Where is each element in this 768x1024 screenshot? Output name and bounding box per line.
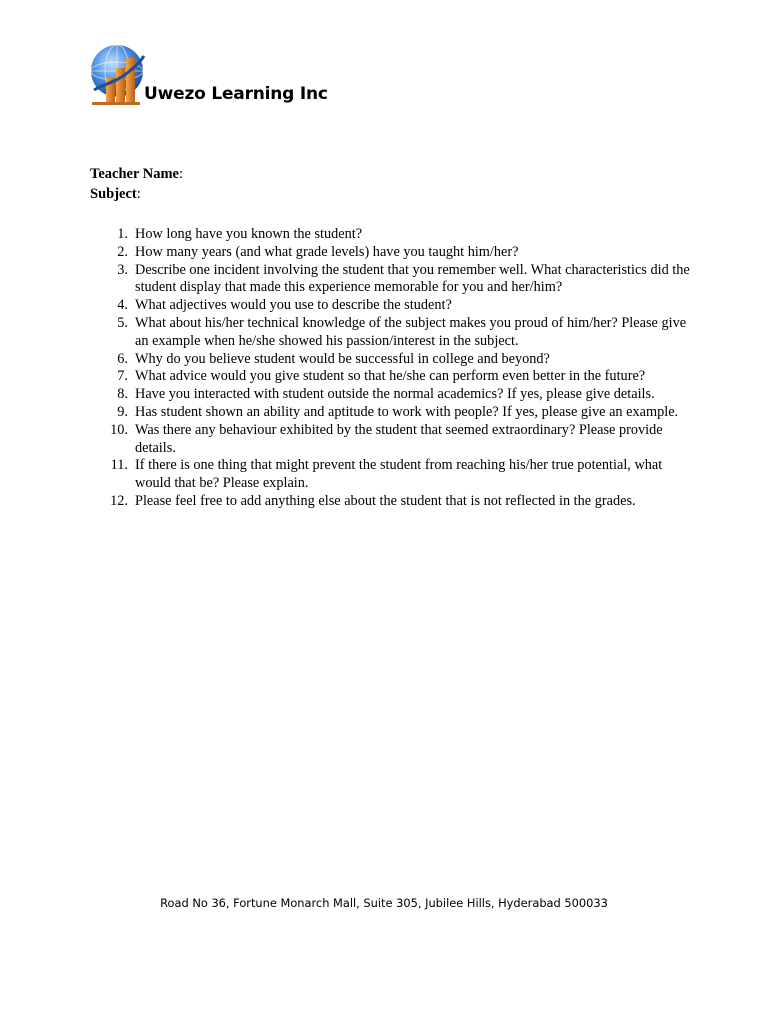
question-number: 8. (117, 386, 128, 403)
teacher-name-label: Teacher Name (90, 166, 179, 182)
question-number: 1. (117, 226, 128, 242)
question-text: Why do you believe student would be successful in college and beyond? (135, 350, 550, 367)
question-text: What adjectives would you use to describe the student? (135, 297, 452, 314)
question-number: 6. (117, 350, 128, 367)
question-item (90, 422, 690, 458)
question-text: Describe one incident involving the student that you remember well. What characteristics did the student display that made this experience memorable for you and her/him? (135, 261, 690, 296)
question-number: 5. (117, 314, 128, 331)
question-number: 2. (117, 243, 128, 260)
question-item (90, 226, 690, 244)
subject-label: Subject (90, 186, 137, 202)
globe-bar-chart-logo-icon (90, 44, 148, 106)
question-text: Has student shown an ability and aptitude to work with people? If yes, please give an example. (135, 403, 679, 420)
question-item (90, 404, 690, 422)
teacher-name-separator: : (179, 166, 184, 182)
company-name: Uwezo Learning Inc (144, 84, 328, 104)
letterhead (90, 44, 490, 110)
footer-address: Road No 36, Fortune Monarch Mall, Suite 305, Jubilee Hills, Hyderabad 500033 (160, 896, 608, 910)
question-number: 10. (110, 421, 128, 438)
question-text: What advice would you give student so that he/she can perform even better in the future? (135, 368, 646, 385)
question-item (90, 386, 690, 404)
question-item (90, 315, 690, 351)
subject-field (90, 184, 183, 204)
question-item (90, 262, 690, 298)
question-text: If there is one thing that might prevent the student from reaching his/her true potential, what would that be? Please explain. (135, 457, 663, 492)
question-number: 9. (117, 403, 128, 420)
question-item (90, 351, 690, 369)
question-list (90, 226, 690, 511)
question-item (90, 244, 690, 262)
teacher-name-field (90, 164, 183, 184)
question-item (90, 457, 690, 493)
question-text: Please feel free to add anything else about the student that is not reflected in the grades. (135, 492, 636, 509)
question-number: 4. (117, 297, 128, 314)
question-number: 12. (110, 492, 128, 509)
question-text: Was there any behaviour exhibited by the student that seemed extraordinary? Please provide details. (135, 421, 663, 456)
question-text: How long have you known the student? (135, 226, 363, 242)
question-item (90, 297, 690, 315)
question-text: How many years (and what grade levels) have you taught him/her? (135, 243, 519, 260)
question-item (90, 493, 690, 511)
form-fields (90, 164, 183, 204)
question-item (90, 368, 690, 386)
question-text: Have you interacted with student outside the normal academics? If yes, please give details. (135, 386, 655, 403)
question-text: What about his/her technical knowledge of the subject makes you proud of him/her? Please give an example when he/she showed his passion/interest in the subject. (135, 314, 687, 349)
question-number: 7. (117, 368, 128, 385)
question-number: 3. (117, 261, 128, 278)
subject-separator: : (136, 186, 141, 202)
question-number: 11. (110, 457, 128, 474)
